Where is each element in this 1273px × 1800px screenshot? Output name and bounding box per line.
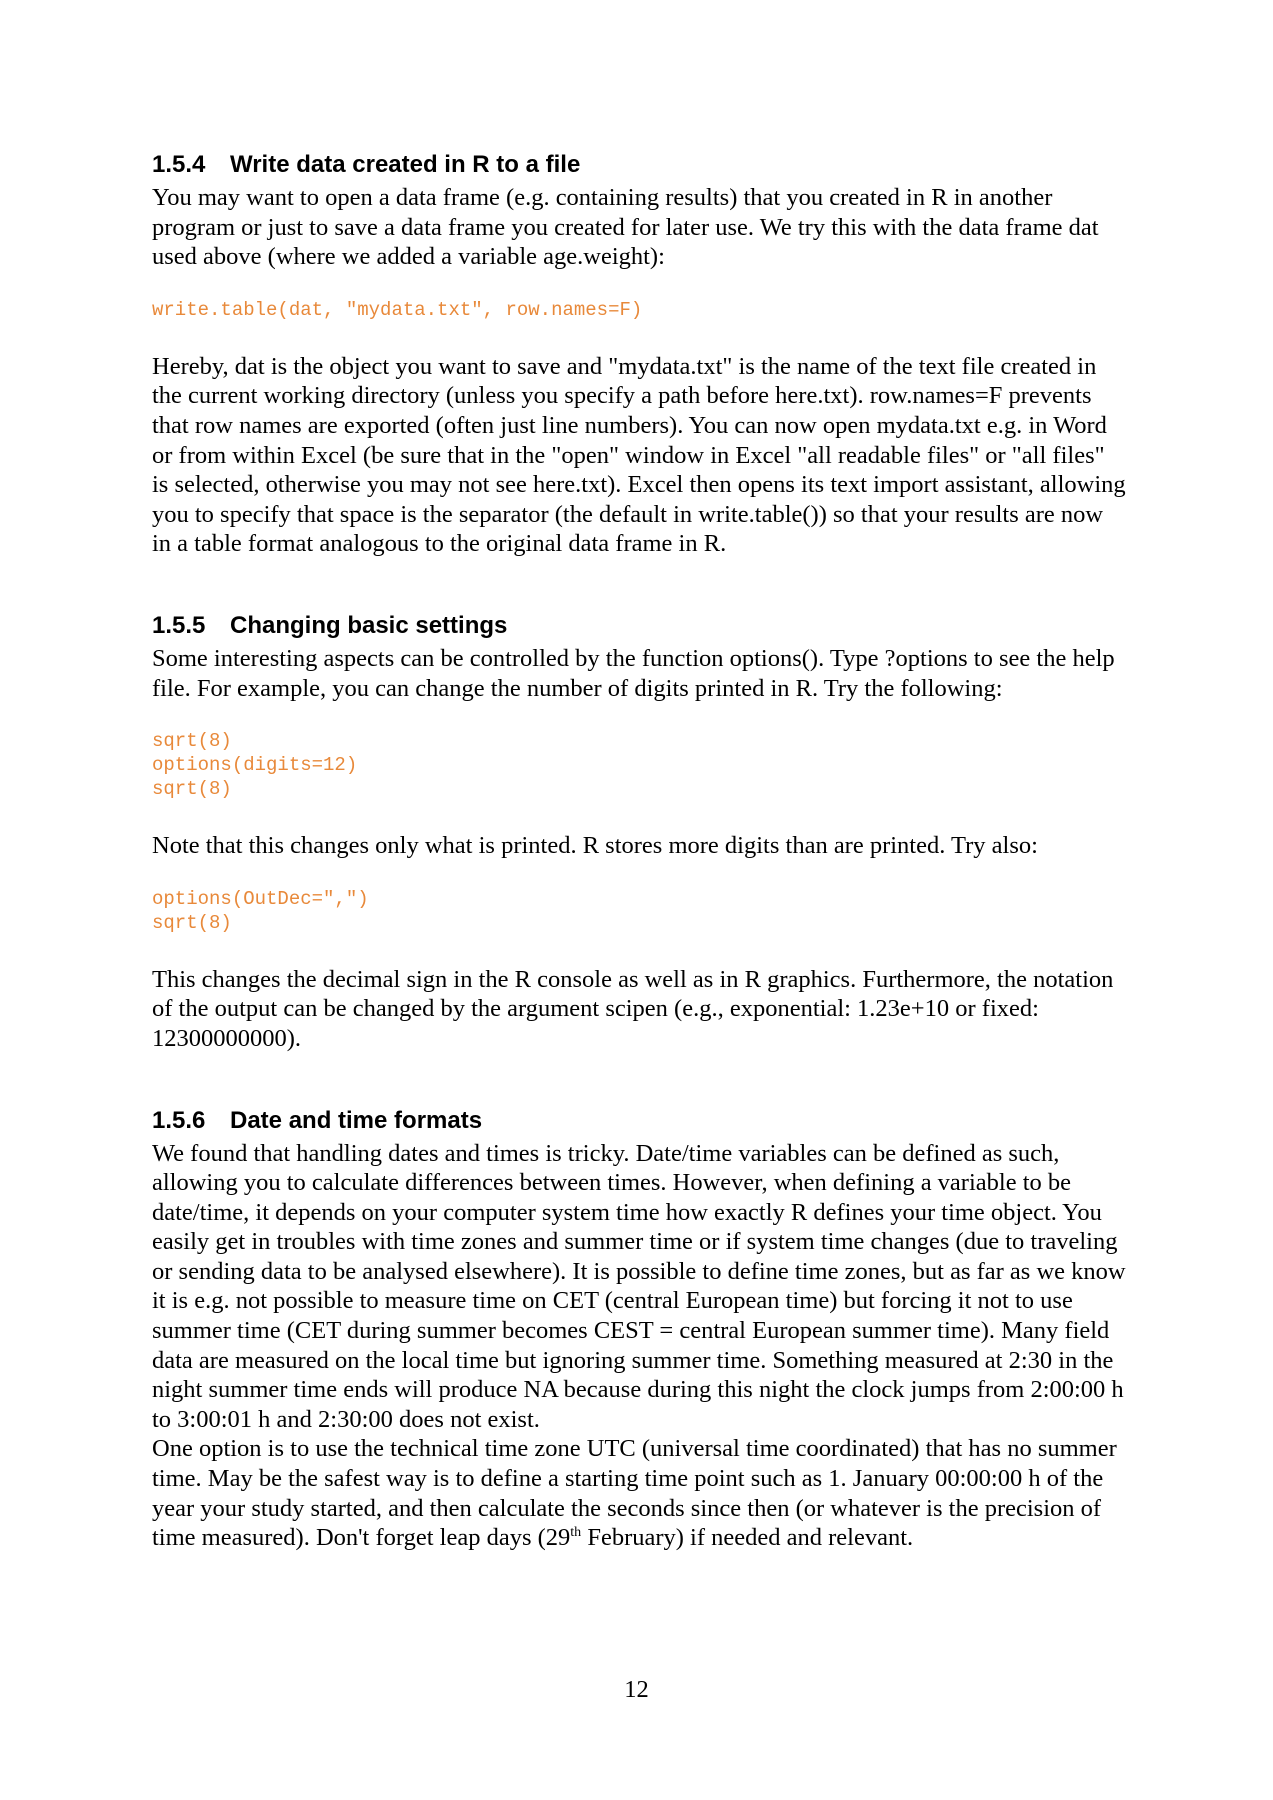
section-number: 1.5.6	[152, 1106, 206, 1134]
section-title: Date and time formats	[230, 1106, 483, 1134]
code-block-digits: sqrt(8) options(digits=12) sqrt(8)	[152, 730, 358, 801]
section-heading-1-5-5	[152, 611, 1127, 641]
code-block-write-table: write.table(dat, "mydata.txt", row.names=F)	[152, 298, 643, 321]
superscript-th: th	[570, 1525, 582, 1541]
section-heading-1-5-6	[152, 1106, 1127, 1136]
paragraph-date-time-utc: One option is to use the technical time zone UTC (universal time coordinated) that has no summer time. May be the safest way is to define a starting time point such as 1. January 00:00:00 h of the year your study started, and then calculate the seconds since then (or whatever is the precision of time measured). Don't forget leap days (29th February) if needed and relevant.	[152, 1435, 1117, 1552]
paragraph-write-data-explanation: Hereby, dat is the object you want to save and "mydata.txt" is the name of the text file created in the current working directory (unless you specify a path before here.txt). row.names=F prevents that row names are exported (often just line numbers). You can now open mydata.txt e.g. in Word or from within Excel (be sure that in the "open" window in Excel "all readable files" or "all files" is selected, otherwise you may not see here.txt). Excel then opens its text import assistant, allowing you to specify that space is the separator (the default in write.table()) so that your results are now in a table format analogous to the original data frame in R.	[152, 352, 1126, 558]
paragraph-write-data-intro: You may want to open a data frame (e.g. containing results) that you created in R in another program or just to save a data frame you created for later use. We try this with the data frame dat used above (where we added a variable age.weight):	[152, 184, 1099, 271]
paragraph-date-time-intro: We found that handling dates and times is tricky. Date/time variables can be defined as such, allowing you to calculate differences between times. However, when defining a variable to be date/time, it depends on your computer system time how exactly R defines your time object. You easily get in troubles with time zones and summer time or if system time changes (due to traveling or sending data to be analysed elsewhere). It is possible to define time zones, but as far as we know it is e.g. not possible to measure time on CET (central European time) but forcing it not to use summer time (CET during summer becomes CEST = central European summer time). Many field data are measured on the local time but ignoring summer time. Something measured at 2:30 in the night summer time ends will produce NA because during this night the clock jumps from 2:00:00 h to 3:00:01 h and 2:30:00 does not exist.	[152, 1139, 1126, 1433]
section-number: 1.5.5	[152, 611, 206, 639]
code-block-outdec: options(OutDec=",") sqrt(8)	[152, 887, 369, 934]
document-page	[152, 150, 1127, 1553]
section-heading-1-5-4	[152, 150, 1127, 180]
section-title: Write data created in R to a file	[230, 151, 581, 178]
paragraph-options-decimal: This changes the decimal sign in the R console as well as in R graphics. Furthermore, the notation of the output can be changed by the argument scipen (e.g., exponential: 1.23e+10 or fixed: 12300000000).	[152, 965, 1114, 1052]
paragraph-options-note: Note that this changes only what is printed. R stores more digits than are printed. Try also:	[152, 832, 1038, 860]
section-title: Changing basic settings	[230, 611, 508, 639]
page-number: 12	[624, 1676, 649, 1703]
section-number: 1.5.4	[152, 151, 206, 178]
paragraph-options-intro: Some interesting aspects can be controlled by the function options(). Type ?options to see the help file. For example, you can change the number of digits printed in R. Try the following:	[152, 644, 1115, 702]
